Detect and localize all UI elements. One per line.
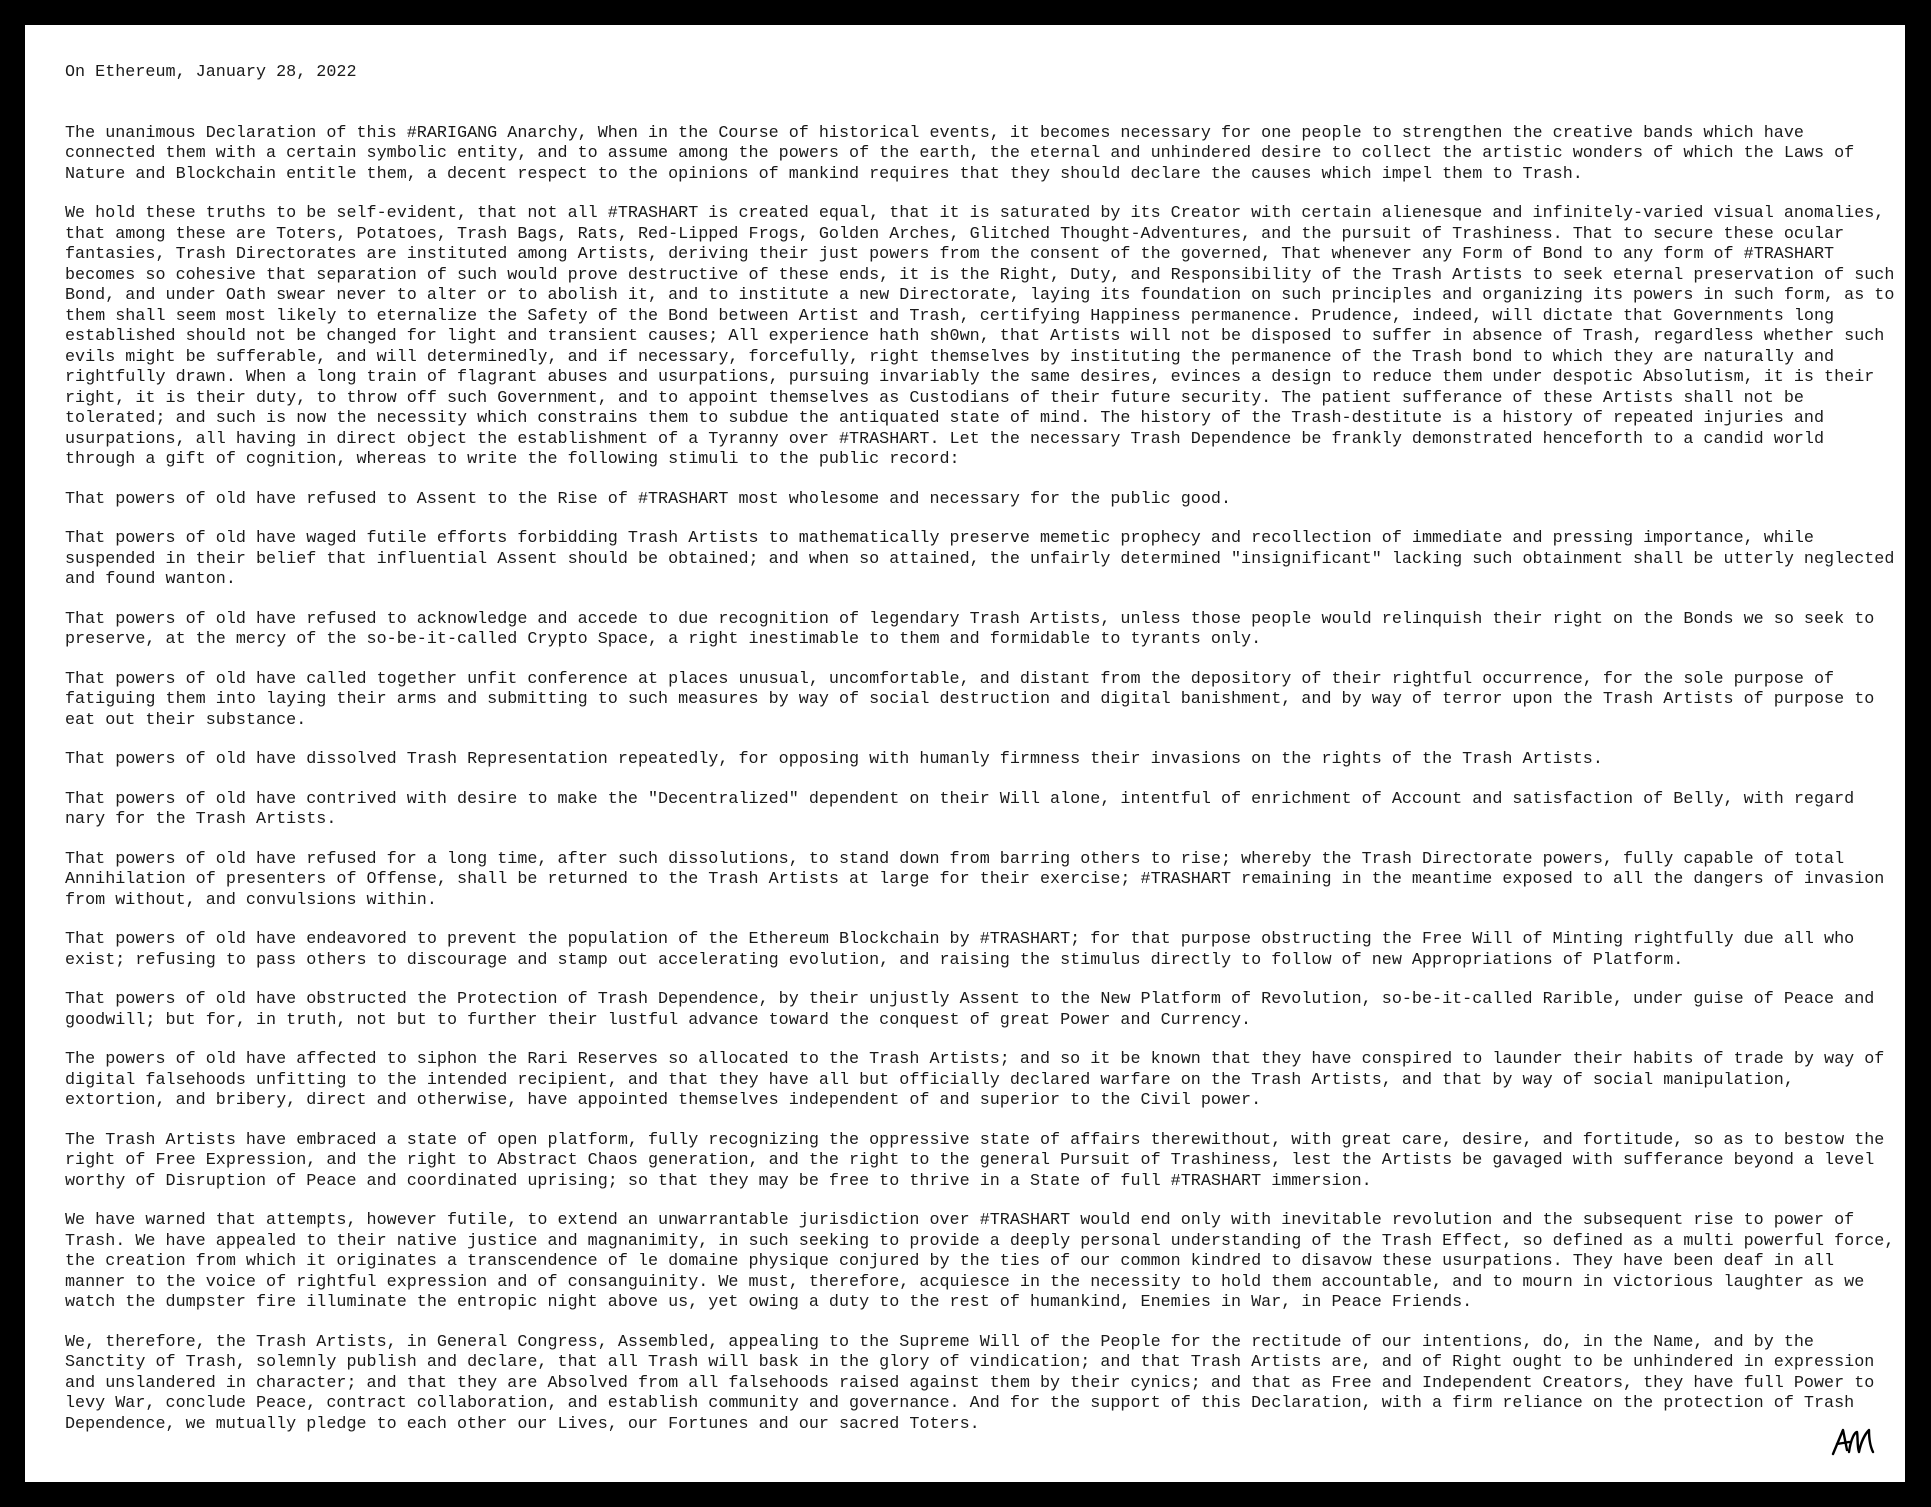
paragraph-conclusion: We, therefore, the Trash Artists, in General Congress, Assembled, appealing to the Supreme Will of the People for the rectitude of our intentions, do, in the Name, and by the Sanctity of Trash, solemnly publish and declare, that all Trash will bask in the glory of vindication; and that Trash Artists are, and of Right ought to be unhindered in expression and unslandered in character; and that they are Absolved from all falsehoods raised against them by their cynics; and that as Free and Independent Creators, they have full Power to levy War, conclude Peace, contract collaboration, and establish community and governance. And for the support of this Declaration, with a firm reliance on the protection of Trash Dependence, we mutually pledge to each other our Lives, our Fortunes and our sacred Toters. bbox=[65, 1332, 1875, 1434]
paragraph-grievance-2: That powers of old have waged futile efforts forbidding Trash Artists to mathematically preserve memetic prophecy and recollection of immediate and pressing importance, while suspended in their belief that influential Assent should be obtained; and when so attained, the unfairly determined "insignificant" lacking such obtainment shall be utterly neglected and found wanton. bbox=[65, 529, 1895, 589]
paragraph-grievance-1: That powers of old have refused to Assent to the Rise of #TRASHART most wholesome and necessary for the public good. bbox=[65, 489, 1231, 509]
paragraph-grievance-3: That powers of old have refused to acknowledge and accede to due recognition of legendary Trash Artists, unless those people would relinquish their right on the Bonds we so seek to preserve, at the mercy of the so-be-it-called Crypto Space, a right inestimable to them and formidable to tyrants only. bbox=[65, 609, 1875, 649]
paragraph-grievance-9: That powers of old have obstructed the Protection of Trash Dependence, by their unjustly Assent to the New Platform of Revolution, so-be-it-called Rarible, under guise of Peace and goodwill; but for, in truth, not but to further their lustful advance toward the conquest of great Power and Currency. bbox=[65, 990, 1875, 1030]
paragraph-preamble: The unanimous Declaration of this #RARIGANG Anarchy, When in the Course of historical events, it becomes necessary for one people to strengthen the creative bands which have connected them with a certain symbolic entity, and to assume among the powers of the earth, the eternal and unhindered desire to collect the artistic wonders of which the Laws of Nature and Blockchain entitle them, a decent respect to the opinions of mankind requires that they should declare the causes which impel them to Trash. bbox=[65, 123, 1855, 184]
declaration-text bbox=[65, 63, 1895, 1454]
document-page bbox=[25, 25, 1905, 1482]
paragraph-grievance-7: That powers of old have refused for a long time, after such dissolutions, to stand down from barring others to rise; whereby the Trash Directorate powers, fully capable of total Annihilation of presenters of Offense, shall be returned to the Trash Artists at large for their exercise; #TRASHART remaining in the meantime exposed to all the dangers of invasion from without, and convulsions within. bbox=[65, 849, 1885, 910]
paragraph-open-platform: The Trash Artists have embraced a state of open platform, fully recognizing the oppressive state of affairs therewithout, with great care, desire, and fortitude, so as to bestow the right of Free Expression, and the right to Abstract Chaos generation, and the right to the general Pursuit of Trashiness, lest the Artists be gavaged with sufferance beyond a level worthy of Disruption of Peace and coordinated uprising; so that they may be free to thrive in a State of full #TRASHART immersion. bbox=[65, 1130, 1885, 1191]
date-line: On Ethereum, January 28, 2022 bbox=[65, 63, 357, 82]
signature-icon bbox=[1829, 1424, 1877, 1458]
paragraph-truths: We hold these truths to be self-evident, that not all #TRASHART is created equal, that it is saturated by its Creator with certain alienesque and infinitely-varied visual anomalies, that among these are Toters, Potatoes, Trash Bags, Rats, Red-Lipped Frogs, Golden Arches, Glitched Thought-Adventures, and the pursuit of Trashiness. That to secure these ocular fantasies, Trash Directorates are instituted among Artists, deriving their just powers from the consent of the governed, That whenever any Form of Bond to any form of #TRASHART becomes so cohesive that separation of such would prove destructive of these ends, it is the Right, Duty, and Responsibility of the Trash Artists to seek eternal preservation of such Bond, and under Oath swear never to alter or to abolish it, and to institute a new Directorate, laying its foundation on such principles and organizing its powers in such form, as to them shall seem most likely to eternalize the Safety of the Bond between Artist and Trash, certifying Happiness permanence. Prudence, indeed, will dictate that Governments long established should not be changed for light and transient causes; All experience hath sh0wn, that Artists will not be disposed to suffer in absence of Trash, regardless whether such evils might be sufferable, and will determinedly, and if necessary, forcefully, right themselves by instituting the permanence of the Trash bond to which they are naturally and rightfully drawn. When a long train of flagrant abuses and usurpations, pursuing invariably the same desires, evinces a design to reduce them under despotic Absolutism, it is their right, it is their duty, to throw off such Government, and to appoint themselves as Custodians of their future security. The patient sufferance of these Artists shall not be tolerated; and such is now the necessity which constrains them to subdue the antiquated state of mind. The history of the Trash-destitute is a history of repeated injuries and usurpations, all having in direct object the establishment of a Tyranny over #TRASHART. Let the necessary Trash Dependence be frankly demonstrated henceforth to a candid world through a gift of cognition, whereas to write the following stimuli to the public record: bbox=[65, 204, 1895, 469]
paragraph-grievance-10: The powers of old have affected to siphon the Rari Reserves so allocated to the Trash Artists; and so it be known that they have conspired to launder their habits of trade by way of digital falsehoods unfitting to the intended recipient, and that they have all but officially declared warfare on the Trash Artists, and that by way of social manipulation, extortion, and bribery, direct and otherwise, have appointed themselves independent of and superior to the Civil power. bbox=[65, 1050, 1885, 1110]
paragraph-grievance-8: That powers of old have endeavored to prevent the population of the Ethereum Blockchain by #TRASHART; for that purpose obstructing the Free Will of Minting rightfully due all who exist; refusing to pass others to discourage and stamp out accelerating evolution, and raising the stimulus directly to follow of new Appropriations of Platform. bbox=[65, 930, 1855, 970]
paragraph-warning: We have warned that attempts, however futile, to extend an unwarrantable jurisdiction over #TRASHART would end only with inevitable revolution and the subsequent rise to power of Trash. We have appealed to their native justice and magnanimity, in such seeking to provide a deeply personal understanding of the Trash Effect, so defined as a multi powerful force, the creation from which it originates a transcendence of le domaine physique conjured by the ties of our common kindred to disavow these usurpations. They have been deaf in all manner to the voice of rightful expression and of consanguinity. We must, therefore, acquiesce in the necessity to hold them accountable, and to mourn in victorious laughter as we watch the dumpster fire illuminate the entropic night above us, yet owing a duty to the rest of humankind, Enemies in War, in Peace Friends. bbox=[65, 1211, 1895, 1312]
paragraph-grievance-4: That powers of old have called together unfit conference at places unusual, uncomfortable, and distant from the depository of their rightful occurrence, for the sole purpose of fatiguing them into laying their arms and submitting to such measures by way of social destruction and digital banishment, and by way of terror upon the Trash Artists of purpose to eat out their substance. bbox=[65, 669, 1875, 730]
paragraph-grievance-5: That powers of old have dissolved Trash Representation repeatedly, for opposing with humanly firmness their invasions on the rights of the Trash Artists. bbox=[65, 750, 1603, 769]
paragraph-grievance-6: That powers of old have contrived with desire to make the "Decentralized" dependent on their Will alone, intentful of enrichment of Account and satisfaction of Belly, with regard nary for the Trash Artists. bbox=[65, 789, 1855, 829]
